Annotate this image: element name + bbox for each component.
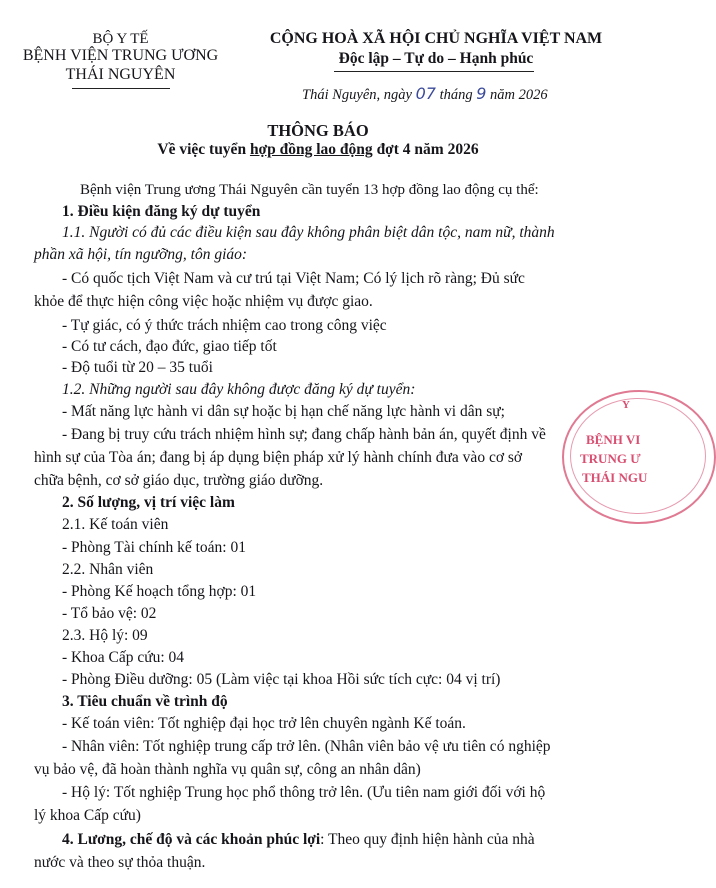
document-date (302, 84, 548, 104)
qualification-3-line2: lý khoa Cấp cứu) (34, 807, 141, 824)
hospital-seal (562, 390, 716, 524)
position-2-dept-b: - Tổ bảo vệ: 02 (62, 605, 157, 622)
section-1-2-heading: 1.2. Những người sau đây không được đăng ký dự tuyển: (62, 381, 416, 398)
hospital-underline (72, 88, 170, 89)
qualification-2-line1: - Nhân viên: Tốt nghiệp trung cấp trở lên. (Nhân viên bảo vệ ưu tiên có nghiệp (62, 738, 551, 755)
exclusion-2-line1: - Đang bị truy cứu trách nhiệm hình sự; đang chấp hành bản án, quyết định về (62, 426, 546, 443)
condition-3: - Có tư cách, đạo đức, giao tiếp tốt (62, 338, 277, 355)
section-3-heading: 3. Tiêu chuẩn về trình độ (62, 693, 228, 710)
intro-paragraph: Bệnh viện Trung ương Thái Nguyên cần tuyển 13 hợp đồng lao động cụ thể: (80, 182, 539, 198)
hospital-name-line1: BỆNH VIỆN TRUNG ƯƠNG (22, 47, 219, 64)
seal-line2: TRUNG Ư (580, 451, 641, 466)
section-4-text: : Theo quy định hiện hành của nhà (320, 831, 535, 848)
date-month: 9 (476, 84, 487, 103)
subject-underlined: hợp đồng lao động (249, 141, 373, 158)
section-1-heading: 1. Điều kiện đăng ký dự tuyển (62, 203, 261, 220)
section-4-heading: 4. Lương, chế độ và các khoản phúc lợi (62, 831, 321, 848)
section-4-line1 (62, 830, 535, 850)
position-2: 2.2. Nhân viên (62, 561, 154, 578)
section-1-1-line2: phần xã hội, tín ngưỡng, tôn giáo: (34, 246, 248, 263)
position-3-dept-b: - Phòng Điều dưỡng: 05 (Làm việc tại khoa Hồi sức tích cực: 04 vị trí) (62, 671, 501, 688)
ministry-name: BỘ Y TẾ (92, 31, 149, 47)
exclusion-2-line3: chữa bệnh, cơ sở giáo dục, trường giáo dưỡng. (34, 472, 324, 489)
position-3: 2.3. Hộ lý: 09 (62, 627, 148, 644)
motto-underline (334, 71, 534, 72)
position-3-dept-a: - Khoa Cấp cứu: 04 (62, 649, 185, 666)
section-4-line2: nước và theo sự thỏa thuận. (34, 854, 206, 871)
condition-4: - Độ tuổi từ 20 – 35 tuổi (62, 359, 213, 376)
date-day: 07 (415, 84, 436, 103)
exclusion-2-line2: hình sự của Tòa án; đang bị áp dụng biện pháp xử lý hành chính đưa vào cơ sở (34, 449, 523, 466)
hospital-name-line2: THÁI NGUYÊN (65, 66, 176, 83)
document-subject (0, 141, 636, 159)
position-2-dept-a: - Phòng Kế hoạch tổng hợp: 01 (62, 583, 257, 600)
position-1: 2.1. Kế toán viên (62, 516, 169, 533)
position-1-dept: - Phòng Tài chính kế toán: 01 (62, 539, 246, 556)
seal-line3: THÁI NGU (582, 470, 648, 485)
condition-1-line1: - Có quốc tịch Việt Nam và cư trú tại Việt Nam; Có lý lịch rõ ràng; Đủ sức (62, 270, 525, 287)
section-1-1-line1: 1.1. Người có đủ các điều kiện sau đây không phân biệt dân tộc, nam nữ, thành (62, 224, 555, 241)
qualification-2-line2: vụ bảo vệ, đã hoàn thành nghĩa vụ quân sự, công an nhân dân) (34, 761, 421, 778)
qualification-3-line1: - Hộ lý: Tốt nghiệp Trung học phổ thông trở lên. (Ưu tiên nam giới đối với hộ (62, 784, 546, 801)
country-name: CỘNG HOÀ XÃ HỘI CHỦ NGHĨA VIỆT NAM (269, 30, 603, 47)
date-year: năm 2026 (490, 87, 548, 103)
date-month-word: tháng (439, 87, 473, 103)
subject-before: Về việc tuyển (157, 141, 250, 158)
subject-after: đợt 4 năm 2026 (372, 141, 479, 158)
section-2-heading: 2. Số lượng, vị trí việc làm (62, 494, 235, 511)
document-heading: THÔNG BÁO (267, 121, 369, 140)
date-prefix: Thái Nguyên, ngày (302, 87, 412, 103)
condition-2: - Tự giác, có ý thức trách nhiệm cao trong công việc (62, 317, 387, 334)
seal-line1: BỆNH VI (586, 432, 641, 447)
exclusion-1: - Mất năng lực hành vi dân sự hoặc bị hạn chế năng lực hành vi dân sự; (62, 403, 505, 420)
qualification-1: - Kế toán viên: Tốt nghiệp đại học trở lên chuyên ngành Kế toán. (62, 715, 466, 732)
national-motto: Độc lập – Tự do – Hạnh phúc (338, 50, 534, 67)
condition-1-line2: khỏe để thực hiện công việc hoặc nhiệm vụ được giao. (34, 293, 373, 310)
seal-top-letter: Y (622, 399, 630, 411)
